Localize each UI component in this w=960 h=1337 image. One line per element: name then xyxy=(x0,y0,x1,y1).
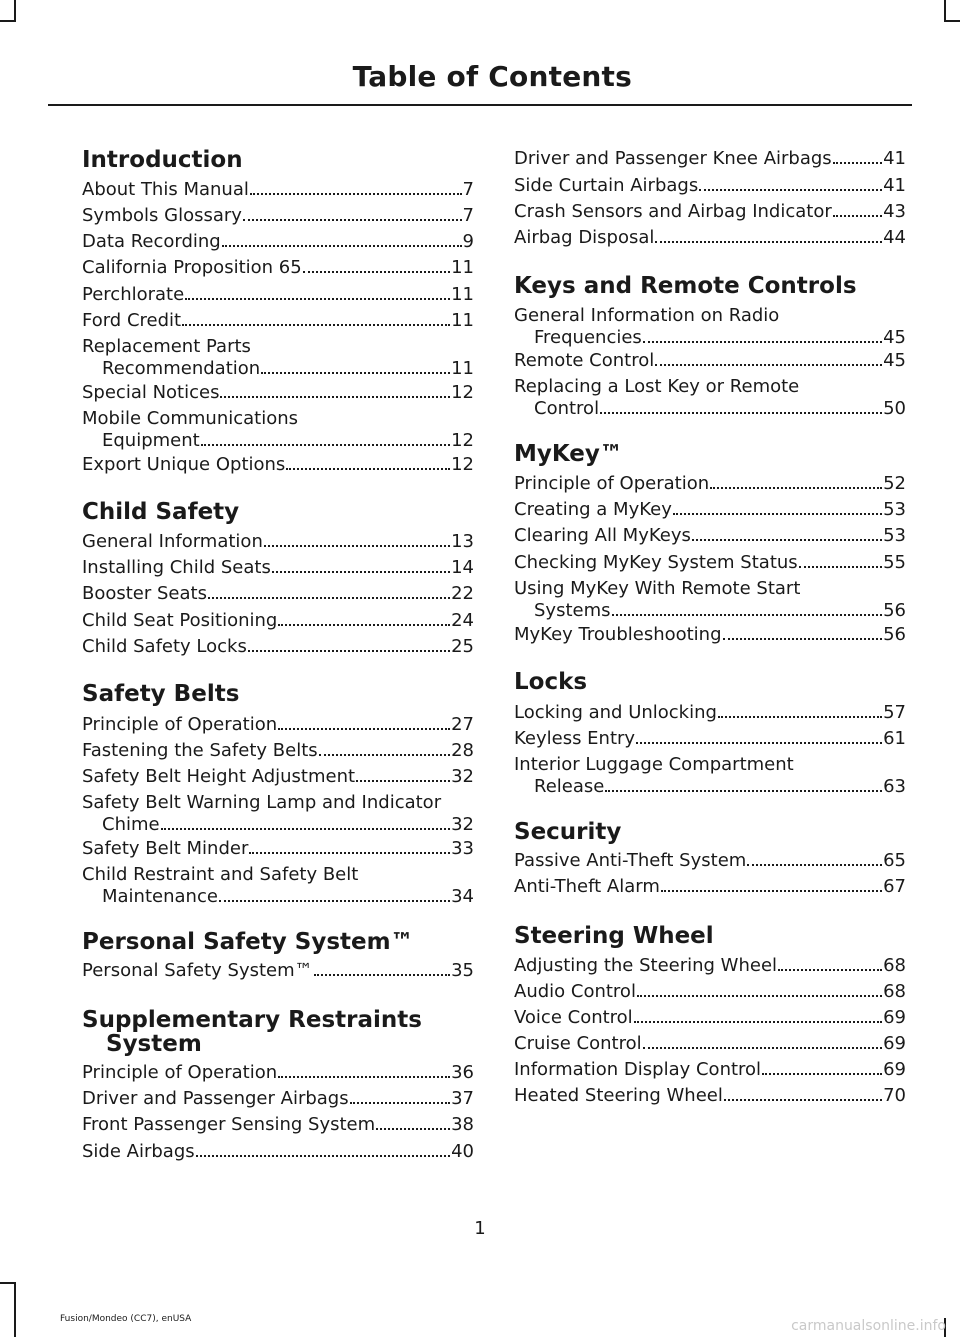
toc-entry-row xyxy=(514,955,906,977)
toc-entry-page: 56 xyxy=(883,600,906,621)
dot-leader xyxy=(208,597,450,599)
toc-entry-page: 33 xyxy=(451,838,474,859)
dot-leader xyxy=(196,1155,450,1157)
toc-entry-row xyxy=(514,327,906,349)
toc-entry-row xyxy=(82,430,474,452)
toc-entry-title: Child Safety Locks xyxy=(82,636,247,657)
toc-entry[interactable] xyxy=(82,454,474,476)
toc-entry[interactable] xyxy=(514,1033,906,1055)
toc-entry-row xyxy=(82,766,474,788)
toc-entry-page: 38 xyxy=(451,1114,474,1135)
toc-entry[interactable] xyxy=(82,740,474,762)
toc-entry-title: Side Airbags xyxy=(82,1141,195,1162)
dot-leader xyxy=(605,790,882,792)
toc-entry[interactable] xyxy=(514,578,906,622)
toc-entry-row xyxy=(82,257,474,279)
toc-entry-title: Child Restraint and Safety Belt xyxy=(82,864,359,885)
dot-leader xyxy=(278,624,450,626)
toc-entry-page: 63 xyxy=(883,776,906,797)
toc-entry-title: General Information on Radio xyxy=(514,305,780,326)
toc-entry-page: 41 xyxy=(883,175,906,196)
dot-leader xyxy=(261,372,450,374)
toc-entry-row xyxy=(82,1088,474,1110)
toc-entry-row xyxy=(82,231,474,253)
toc-entry[interactable] xyxy=(82,257,474,279)
toc-entry-title: Creating a MyKey xyxy=(514,499,672,520)
toc-entry-page: 41 xyxy=(883,148,906,169)
toc-entry-page: 12 xyxy=(451,430,474,451)
toc-entry-row xyxy=(514,473,906,495)
toc-entry-title: Driver and Passenger Knee Airbags xyxy=(514,148,832,169)
toc-entry-page: 53 xyxy=(883,499,906,520)
toc-entry-page: 22 xyxy=(451,583,474,604)
toc-entry-page: 11 xyxy=(451,257,474,278)
toc-entry[interactable] xyxy=(82,1088,474,1110)
header-rule xyxy=(48,104,912,106)
toc-entry-row xyxy=(514,398,906,420)
dot-leader xyxy=(799,566,882,568)
toc-entry-title-cont: Control xyxy=(534,398,600,419)
toc-entry-title: Safety Belt Minder xyxy=(82,838,249,859)
section-heading-text: Supplementary Restraints xyxy=(82,1007,422,1033)
toc-entry-title: Audio Control xyxy=(514,981,636,1002)
section-heading xyxy=(514,442,906,466)
toc-entry-row xyxy=(82,179,474,201)
toc-entry-row xyxy=(82,1062,474,1084)
section-heading xyxy=(82,682,474,706)
toc-entry-row xyxy=(514,702,906,724)
dot-leader xyxy=(673,513,882,515)
toc-entry-row xyxy=(514,525,906,547)
section-heading-text: Locks xyxy=(514,669,588,695)
dot-leader xyxy=(185,298,450,300)
toc-entry-row xyxy=(82,838,474,860)
toc-entry-title: Anti-Theft Alarm xyxy=(514,876,660,897)
toc-entry-page: 24 xyxy=(451,610,474,631)
toc-entry[interactable] xyxy=(514,552,906,574)
toc-entry-title: Replacing a Lost Key or Remote xyxy=(514,376,800,397)
toc-entry-title: California Proposition 65 xyxy=(82,257,302,278)
toc-entry-page: 55 xyxy=(883,552,906,573)
dot-leader xyxy=(201,444,450,446)
toc-entry[interactable] xyxy=(514,148,906,170)
toc-entry-page: 53 xyxy=(883,525,906,546)
toc-entry[interactable] xyxy=(514,702,906,724)
toc-entry-page: 7 xyxy=(462,205,474,226)
dot-leader xyxy=(636,742,882,744)
dot-leader xyxy=(319,754,450,756)
toc-entry-title: Interior Luggage Compartment xyxy=(514,754,794,775)
toc-entry-row xyxy=(82,740,474,762)
page-number: 1 xyxy=(474,1218,486,1239)
toc-entry-title: Child Seat Positioning xyxy=(82,610,278,631)
toc-entry[interactable] xyxy=(82,766,474,788)
toc-entry[interactable] xyxy=(82,714,474,736)
toc-entry-row xyxy=(514,600,906,622)
toc-entry-title: Safety Belt Warning Lamp and Indicator xyxy=(82,792,442,813)
toc-entry-title: Mobile Communications xyxy=(82,408,299,429)
toc-entry-page: 69 xyxy=(883,1033,906,1054)
toc-entry-title-cont: Recommendation xyxy=(102,358,261,379)
toc-entry-page: 28 xyxy=(451,740,474,761)
toc-entry[interactable] xyxy=(514,728,906,750)
toc-entry-title: Checking MyKey System Status xyxy=(514,552,798,573)
toc-entry-title: General Information xyxy=(82,531,263,552)
toc-entry-row xyxy=(82,454,474,476)
toc-entry[interactable] xyxy=(514,850,906,872)
toc-entry[interactable] xyxy=(82,382,474,404)
toc-entry-page: 70 xyxy=(883,1085,906,1106)
toc-entry-title: Crash Sensors and Airbag Indicator xyxy=(514,201,832,222)
toc-entry-title: Fastening the Safety Belts xyxy=(82,740,318,761)
toc-entry-row xyxy=(514,227,906,249)
toc-entry-row xyxy=(514,1059,906,1081)
dot-leader xyxy=(264,545,450,547)
dot-leader xyxy=(661,890,882,892)
toc-entry[interactable] xyxy=(82,557,474,579)
toc-entry-title: Driver and Passenger Airbags xyxy=(82,1088,349,1109)
toc-entry[interactable] xyxy=(514,1059,906,1081)
toc-entry-title: Airbag Disposal xyxy=(514,227,655,248)
dot-leader xyxy=(220,396,450,398)
toc-entry-title: Clearing All MyKeys xyxy=(514,525,691,546)
toc-entry-title-cont: Systems xyxy=(534,600,611,621)
toc-entry-title: Cruise Control xyxy=(514,1033,642,1054)
toc-entry-page: 36 xyxy=(451,1062,474,1083)
toc-entry-page: 12 xyxy=(451,454,474,475)
toc-entry-page: 44 xyxy=(883,227,906,248)
dot-leader xyxy=(723,638,883,640)
toc-entry-page: 68 xyxy=(883,955,906,976)
dot-leader xyxy=(612,614,883,616)
dot-leader xyxy=(278,728,450,730)
section-heading-text: Child Safety xyxy=(82,499,240,525)
toc-entry-page: 14 xyxy=(451,557,474,578)
toc-entry-row xyxy=(514,552,906,574)
toc-entry[interactable] xyxy=(514,955,906,977)
toc-entry[interactable] xyxy=(82,1114,474,1136)
toc-entry-row xyxy=(82,358,474,380)
toc-entry-title: Replacement Parts xyxy=(82,336,251,357)
toc-entry-title: Installing Child Seats xyxy=(82,557,271,578)
section-heading-text: Security xyxy=(514,819,622,845)
dot-leader xyxy=(643,341,882,343)
section-heading xyxy=(82,148,474,172)
toc-entry[interactable] xyxy=(514,754,906,798)
toc-entry-page: 32 xyxy=(451,814,474,835)
toc-entry[interactable] xyxy=(82,205,474,227)
dot-leader xyxy=(833,162,882,164)
toc-entry[interactable] xyxy=(514,473,906,495)
toc-entry[interactable] xyxy=(82,960,474,982)
toc-entry[interactable] xyxy=(514,1085,906,1107)
dot-leader xyxy=(243,219,462,221)
toc-entry-page: 57 xyxy=(883,702,906,723)
dot-leader xyxy=(655,364,882,366)
toc-entry[interactable] xyxy=(514,350,906,372)
toc-entry-title: Data Recording xyxy=(82,231,221,252)
toc-entry-page: 9 xyxy=(462,231,474,252)
toc-entry-title-cont: Equipment xyxy=(102,430,200,451)
toc-entry-title: Locking and Unlocking xyxy=(514,702,717,723)
dot-leader xyxy=(222,245,462,247)
dot-leader xyxy=(286,468,450,470)
dot-leader xyxy=(655,241,882,243)
toc-entry[interactable] xyxy=(514,201,906,223)
toc-entry[interactable] xyxy=(514,525,906,547)
toc-entry-row xyxy=(82,284,474,306)
toc-entry-page: 68 xyxy=(883,981,906,1002)
dot-leader xyxy=(314,974,450,976)
toc-entry-page: 11 xyxy=(451,284,474,305)
toc-entry-title: Passive Anti-Theft System xyxy=(514,850,747,871)
toc-entry[interactable] xyxy=(514,1007,906,1029)
toc-entry-page: 65 xyxy=(883,850,906,871)
section-heading xyxy=(82,930,474,954)
section-heading-text: Personal Safety System™ xyxy=(82,929,414,955)
toc-entry-title: Symbols Glossary xyxy=(82,205,242,226)
toc-entry[interactable] xyxy=(82,1062,474,1084)
dot-leader xyxy=(249,852,450,854)
toc-entry-row xyxy=(82,382,474,404)
toc-entry[interactable] xyxy=(82,610,474,632)
dot-leader xyxy=(303,271,450,273)
section-heading xyxy=(82,1008,474,1056)
dot-leader xyxy=(833,215,882,217)
toc-entry[interactable] xyxy=(82,1141,474,1163)
toc-entry[interactable] xyxy=(82,531,474,553)
toc-entry-row xyxy=(514,981,906,1003)
toc-entry-page: 27 xyxy=(451,714,474,735)
toc-entry-row xyxy=(514,1085,906,1107)
toc-entry-row xyxy=(514,175,906,197)
toc-entry[interactable] xyxy=(514,175,906,197)
dot-leader xyxy=(161,828,451,830)
toc-entry-page: 45 xyxy=(883,327,906,348)
toc-entry-title: Principle of Operation xyxy=(82,1062,278,1083)
dot-leader xyxy=(600,412,882,414)
dot-leader xyxy=(637,995,882,997)
toc-entry[interactable] xyxy=(82,336,474,380)
toc-entry-page: 61 xyxy=(883,728,906,749)
section-heading xyxy=(82,500,474,524)
toc-entry-row xyxy=(514,850,906,872)
toc-entry-page: 11 xyxy=(451,358,474,379)
toc-entry-row xyxy=(514,1033,906,1055)
section-heading xyxy=(514,820,906,844)
toc-entry-row xyxy=(514,1007,906,1029)
toc-entry-title: Remote Control xyxy=(514,350,655,371)
toc-entry-row xyxy=(82,583,474,605)
toc-entry[interactable] xyxy=(514,981,906,1003)
toc-entry-title: Adjusting the Steering Wheel xyxy=(514,955,778,976)
toc-entry-row xyxy=(82,205,474,227)
toc-entry-title: Information Display Control xyxy=(514,1059,762,1080)
toc-entry-row xyxy=(82,310,474,332)
toc-entry-title: Heated Steering Wheel xyxy=(514,1085,723,1106)
toc-entry[interactable] xyxy=(82,583,474,605)
toc-entry-page: 37 xyxy=(451,1088,474,1109)
toc-entry-page: 25 xyxy=(451,636,474,657)
dot-leader xyxy=(272,571,450,573)
toc-entry[interactable] xyxy=(514,499,906,521)
toc-entry-page: 67 xyxy=(883,876,906,897)
toc-entry[interactable] xyxy=(82,284,474,306)
toc-entry-page: 52 xyxy=(883,473,906,494)
toc-entry-title: Principle of Operation xyxy=(82,714,278,735)
toc-entry-page: 32 xyxy=(451,766,474,787)
toc-entry-page: 7 xyxy=(462,179,474,200)
toc-entry-row xyxy=(82,610,474,632)
toc-entry-title: Side Curtain Airbags xyxy=(514,175,699,196)
toc-entry-row xyxy=(82,531,474,553)
toc-entry[interactable] xyxy=(514,305,906,349)
toc-entry-row xyxy=(82,1141,474,1163)
dot-leader xyxy=(643,1047,882,1049)
dot-leader xyxy=(278,1076,450,1078)
toc-entry-page: 35 xyxy=(451,960,474,981)
dot-leader xyxy=(710,487,882,489)
toc-entry-title: Principle of Operation xyxy=(514,473,710,494)
toc-entry-title-cont: Frequencies xyxy=(534,327,642,348)
toc-entry[interactable] xyxy=(82,636,474,658)
section-heading-text: Safety Belts xyxy=(82,681,240,707)
toc-entry-title: Special Notices xyxy=(82,382,220,403)
dot-leader xyxy=(692,539,882,541)
toc-entry[interactable] xyxy=(82,408,474,452)
toc-entry-row xyxy=(514,624,906,646)
toc-entry-row xyxy=(514,499,906,521)
toc-entry-title: Personal Safety System™ xyxy=(82,960,313,981)
toc-entry-row xyxy=(514,728,906,750)
toc-entry-page: 13 xyxy=(451,531,474,552)
toc-entry-title-cont: Maintenance xyxy=(102,886,218,907)
toc-entry-row xyxy=(514,876,906,898)
section-heading-text: MyKey™ xyxy=(514,441,623,467)
toc-entry-title: Perchlorate xyxy=(82,284,185,305)
toc-entry[interactable] xyxy=(82,231,474,253)
toc-entry-row xyxy=(514,350,906,372)
watermark: carmanualsonline.info xyxy=(791,1318,946,1334)
toc-entry-title: Using MyKey With Remote Start xyxy=(514,578,801,599)
toc-entry-title: Ford Credit xyxy=(82,310,182,331)
toc-entry-row xyxy=(82,714,474,736)
dot-leader xyxy=(219,900,450,902)
toc-entry[interactable] xyxy=(514,876,906,898)
dot-leader xyxy=(248,650,450,652)
dot-leader xyxy=(356,780,450,782)
toc-entry-row xyxy=(82,557,474,579)
toc-entry-row xyxy=(514,201,906,223)
toc-entry[interactable] xyxy=(82,838,474,860)
toc-entry-title: MyKey Troubleshooting xyxy=(514,624,722,645)
toc-entry[interactable] xyxy=(514,376,906,420)
toc-entry-page: 12 xyxy=(451,382,474,403)
dot-leader xyxy=(747,864,882,866)
toc-entry[interactable] xyxy=(82,179,474,201)
section-heading-text: Introduction xyxy=(82,147,243,173)
toc-entry-title-cont: Chime xyxy=(102,814,160,835)
footer-text: Fusion/Mondeo (CC7), enUSA xyxy=(60,1314,192,1324)
toc-entry-title: Keyless Entry xyxy=(514,728,636,749)
toc-entry-row xyxy=(82,1114,474,1136)
toc-entry-row xyxy=(82,814,474,836)
toc-entry[interactable] xyxy=(514,624,906,646)
toc-entry-row xyxy=(514,776,906,798)
dot-leader xyxy=(250,193,462,195)
toc-entry-title: Export Unique Options xyxy=(82,454,286,475)
toc-entry-page: 11 xyxy=(451,310,474,331)
section-heading xyxy=(514,924,906,948)
dot-leader xyxy=(778,969,882,971)
toc-entry-page: 43 xyxy=(883,201,906,222)
dot-leader xyxy=(182,324,450,326)
dot-leader xyxy=(762,1073,882,1075)
toc-entry-page: 56 xyxy=(883,624,906,645)
toc-entry-page: 40 xyxy=(451,1141,474,1162)
toc-entry-title: Front Passenger Sensing System xyxy=(82,1114,376,1135)
toc-entry-row xyxy=(82,886,474,908)
toc-entry-title-cont: Release xyxy=(534,776,605,797)
toc-entry[interactable] xyxy=(82,864,474,908)
dot-leader xyxy=(724,1099,882,1101)
section-heading-text: Keys and Remote Controls xyxy=(514,273,857,299)
toc-entry-page: 69 xyxy=(883,1059,906,1080)
toc-entry-row xyxy=(82,636,474,658)
dot-leader xyxy=(699,189,882,191)
toc-entry-row xyxy=(82,960,474,982)
section-heading xyxy=(514,670,906,694)
toc-entry[interactable] xyxy=(514,227,906,249)
toc-entry-row xyxy=(514,148,906,170)
dot-leader xyxy=(376,1128,450,1130)
toc-entry-title: Safety Belt Height Adjustment xyxy=(82,766,356,787)
toc-entry-page: 69 xyxy=(883,1007,906,1028)
toc-entry-title: Voice Control xyxy=(514,1007,633,1028)
dot-leader xyxy=(718,716,882,718)
dot-leader xyxy=(634,1021,882,1023)
page-title: Table of Contents xyxy=(352,60,632,93)
toc-entry-page: 50 xyxy=(883,398,906,419)
section-heading-text-cont: System xyxy=(106,1031,202,1057)
section-heading-text: Steering Wheel xyxy=(514,923,714,949)
toc-entry-page: 34 xyxy=(451,886,474,907)
toc-entry[interactable] xyxy=(82,792,474,836)
toc-entry-title: Booster Seats xyxy=(82,583,207,604)
section-heading xyxy=(514,274,906,298)
toc-entry[interactable] xyxy=(82,310,474,332)
toc-entry-page: 45 xyxy=(883,350,906,371)
dot-leader xyxy=(350,1102,450,1104)
toc-entry-title: About This Manual xyxy=(82,179,249,200)
